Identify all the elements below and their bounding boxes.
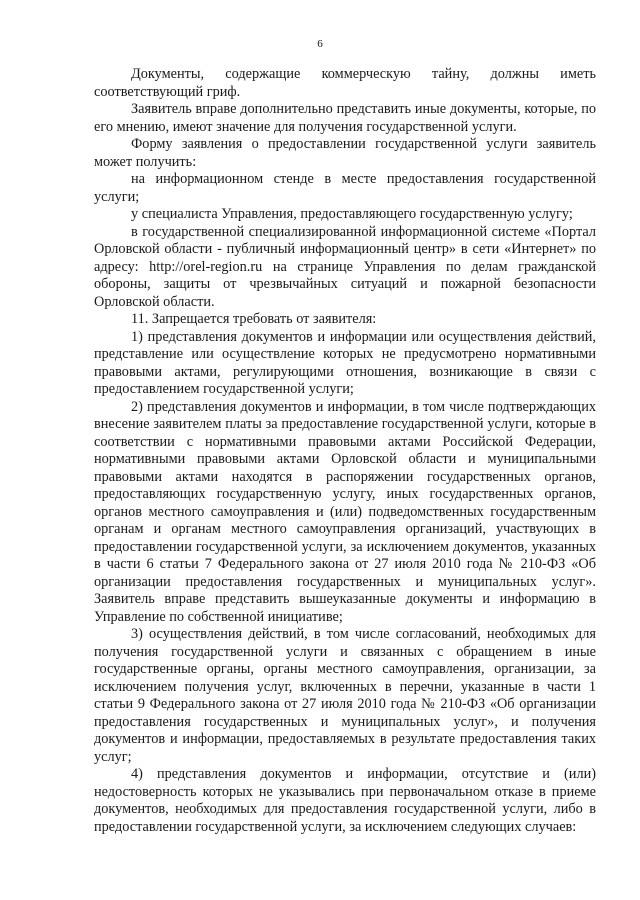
paragraph-specialist: у специалиста Управления, предоставляющего государственную услугу; (131, 206, 573, 222)
document-body (94, 66, 596, 836)
paragraph-item-1: 1) представления документов и информации или осуществления действий, представление или осуществление которых не предусмотрено нормативными правовыми актами, регулирующими отношения, возникающие в связи с предоставлением государственной услуги; (94, 328, 596, 397)
paragraph-item-4: 4) представления документов и информации, отсутствие и (или) недостоверность которых не указывались при первоначальном отказе в приеме документов, необходимых для предоставления государственной услуги, либо в предоставлении государственной услуги, за исключением следующих случаев: (94, 766, 596, 835)
paragraph-section-11-heading: 11. Запрещается требовать от заявителя: (131, 311, 377, 327)
paragraph-item-3: 3) осуществления действий, в том числе согласований, необходимых для получения государственной услуги и связанных с обращением в иные государственные органы, органы местного самоуправления, организации, за исключением получения услуг, включенных в перечни, указанные в части 1 статьи 9 Федерального закона от 27 июля 2010 года № 210-ФЗ «Об организации предоставления государственных и муниципальных услуг», и получения документов и информации, предоставляемых в результате предоставления таких услуг; (94, 626, 596, 765)
page-number: 6 (317, 38, 323, 50)
paragraph-item-2: 2) представления документов и информации, в том числе подтверждающих внесение заявителем платы за предоставление государственной услуги, которые в соответствии с нормативными правовыми актами Российской Федерации, нормативными правовыми актами Орловской области и муниципальными правовыми актами находятся в распоряжении государственных органов, предоставляющих государственную услугу, иных государственных органов, органов местного самоуправления и (или) подведомственных государственным органам и органам местного самоуправления организаций, участвующих в предоставлении государственной услуги, за исключением документов, указанных в части 6 статьи 7 Федерального закона от 27 июля 2010 года № 210-ФЗ «Об организации предоставления государственных и муниципальных услуг». Заявитель вправе представить вышеуказанные документы и информацию в Управление по собственной инициативе; (94, 398, 596, 625)
paragraph-trade-secret: Документы, содержащие коммерческую тайну, должны иметь соответствующий гриф. (94, 66, 596, 100)
paragraph-additional-documents: Заявитель вправе дополнительно представить иные документы, которые, по его мнению, имеют значение для получения государственной услуги. (94, 101, 596, 135)
paragraph-info-stand: на информационном стенде в месте предоставления государственной услуги; (94, 171, 596, 205)
paragraph-application-form: Форму заявления о предоставлении государственной услуги заявитель может получить: (94, 136, 596, 170)
paragraph-portal: в государственной специализированной информационной системе «Портал Орловской области - публичный информационный центр» в сети «Интернет» по адресу: http://orel-region.ru на странице Управления по делам гражданской обороны, защиты от чрезвычайных ситуаций и пожарной безопасности Орловской области. (94, 223, 596, 310)
